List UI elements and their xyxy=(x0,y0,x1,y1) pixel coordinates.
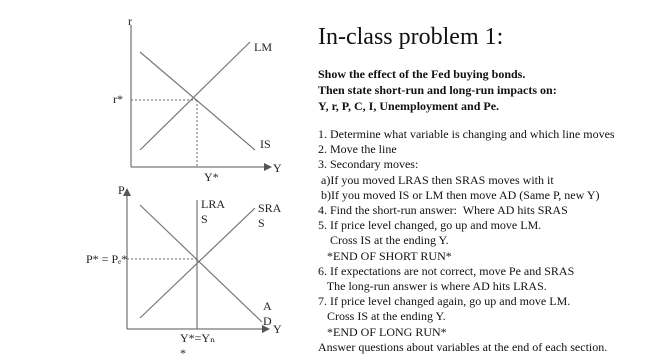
step-item: 1. Determine what variable is changing and which line moves xyxy=(318,127,615,141)
adas-p-axis-label: P xyxy=(118,183,125,197)
step-item: b)If you moved IS or LM then move AD (Same P, new Y) xyxy=(318,187,600,202)
step-item: a)If you moved LRAS then SRAS moves with it xyxy=(318,172,554,187)
sras-label-1: SRA xyxy=(258,201,282,215)
lm-curve xyxy=(140,42,250,150)
yn-star-label-1: Y*=Yₙ xyxy=(180,331,216,345)
sras-label-2: S xyxy=(258,216,265,230)
step-item: 6. If expectations are not correct, move Pe and SRAS xyxy=(318,263,575,278)
ad-label-2: D xyxy=(263,314,272,328)
lm-label: LM xyxy=(254,40,272,54)
is-label: IS xyxy=(260,137,271,151)
step-item: 4. Find the short-run answer: Where AD hits SRAS xyxy=(318,203,568,218)
lras-label-1: LRA xyxy=(201,197,225,211)
y-star-label: Y* xyxy=(204,170,219,184)
step-item: 7. If price level changed again, go up and move LM. xyxy=(318,294,571,309)
problem-instruction-2: Then state short-run and long-run impacts on: xyxy=(318,83,557,97)
problem-instruction-1: Show the effect of the Fed buying bonds. xyxy=(318,67,526,81)
ad-label-1: A xyxy=(263,299,272,313)
step-item: 3. Secondary moves: xyxy=(318,157,419,172)
step-item: Cross IS at the ending Y. xyxy=(318,233,449,248)
step-item: 5. If price level changed, go up and move LM. xyxy=(318,218,542,233)
steps-list xyxy=(318,127,615,355)
islm-r-axis-label: r xyxy=(128,14,132,28)
step-item: The long-run answer is where AD hits LRAS. xyxy=(318,279,547,294)
problem-instruction-3: Y, r, P, C, I, Unemployment and Pe. xyxy=(318,99,500,113)
adas-y-axis-label: Y xyxy=(273,322,282,336)
yn-star-label-2: * xyxy=(180,346,186,360)
step-item: Cross IS at the ending Y. xyxy=(318,309,446,324)
problem-title: In-class problem 1: xyxy=(318,24,504,50)
step-item: *END OF LONG RUN* xyxy=(318,324,447,339)
step-item: Answer questions about variables at the end of each section. xyxy=(318,339,608,354)
p-star-label: P* = Pₑ* xyxy=(86,252,128,266)
islm-x-arrowhead xyxy=(264,163,272,171)
lras-label-2: S xyxy=(201,212,208,226)
step-item: 2. Move the line xyxy=(318,142,397,157)
step-item: *END OF SHORT RUN* xyxy=(318,248,452,263)
economics-diagram xyxy=(0,0,310,360)
r-star-label: r* xyxy=(113,92,123,106)
islm-y-axis-label: Y xyxy=(273,161,282,175)
